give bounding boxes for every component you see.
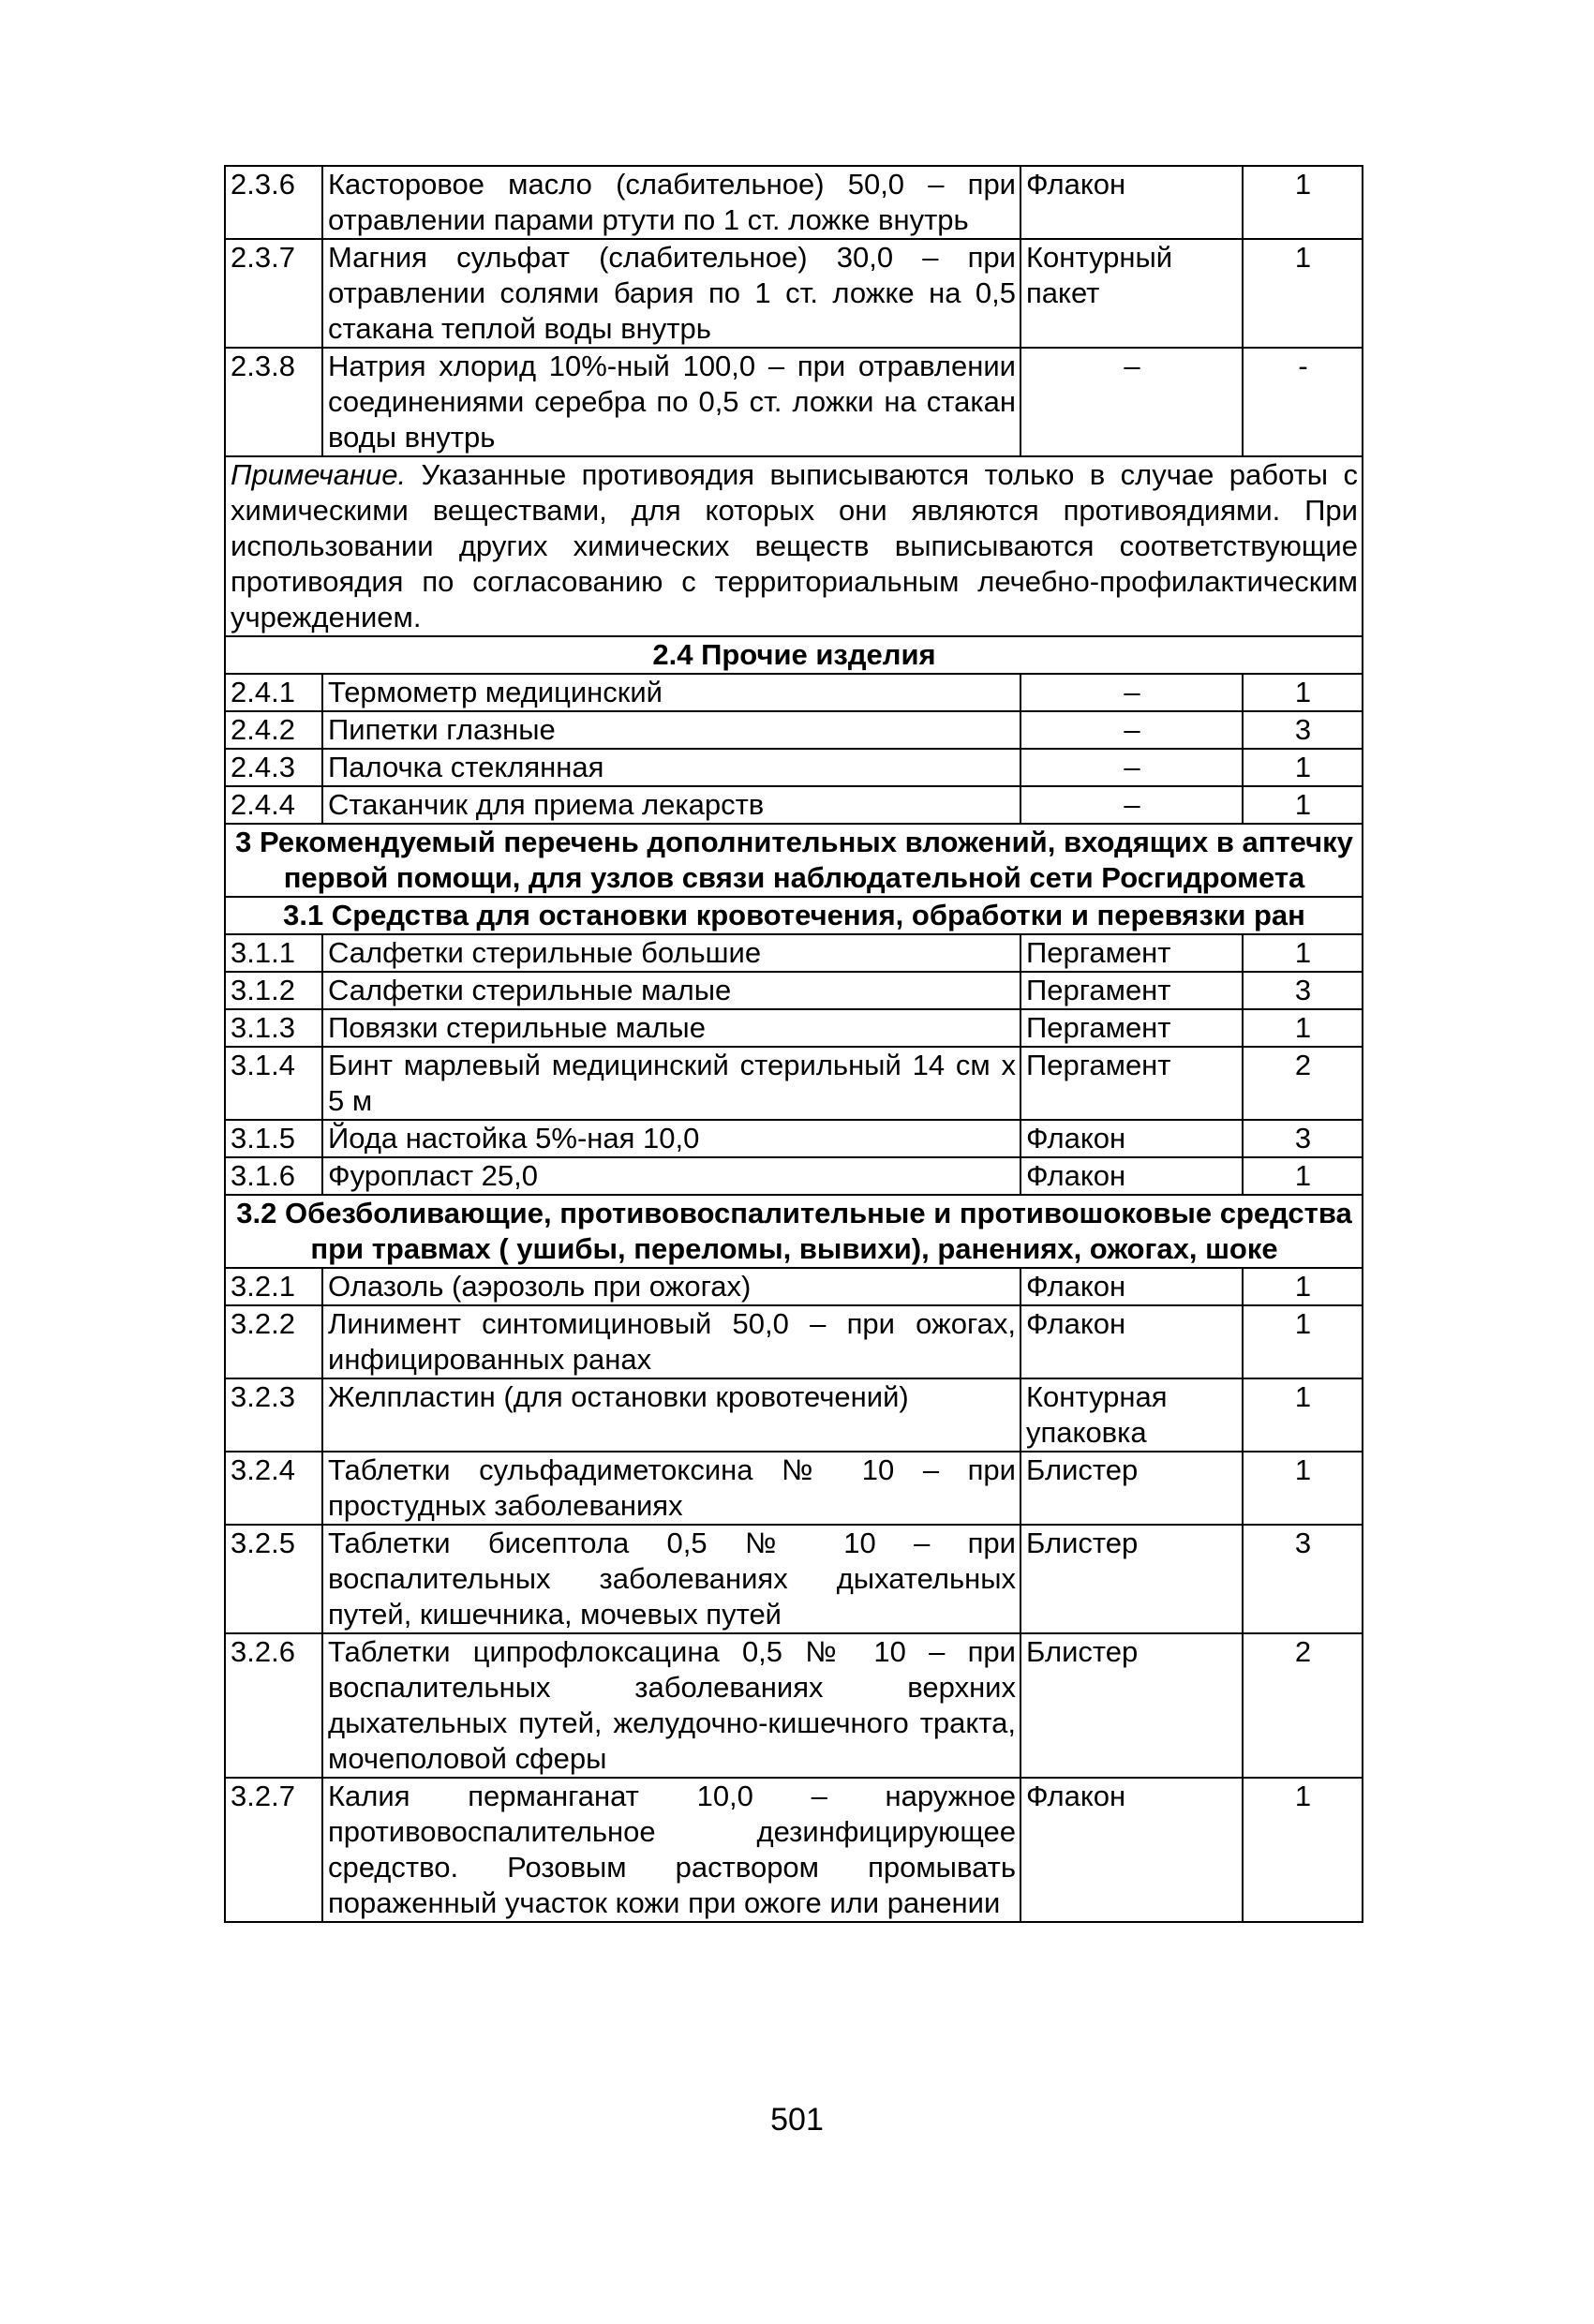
item-number: 3.1.2 <box>225 972 322 1009</box>
table-row <box>225 348 1363 456</box>
item-package: Блистер <box>1020 1525 1243 1633</box>
item-package: Пергамент <box>1020 972 1243 1009</box>
item-name: Линимент синтомициновый 50,0 – при ожогах, инфицированных ранах <box>322 1305 1020 1378</box>
item-package: Флакон <box>1020 1268 1243 1305</box>
item-package: Флакон <box>1020 166 1243 239</box>
item-quantity: 1 <box>1243 166 1363 239</box>
item-name: Натрия хлорид 10%-ный 100,0 – при отравлении соединениями серебра по 0,5 ст. ложки на стакан воды внутрь <box>322 348 1020 456</box>
item-name: Желпластин (для остановки кровотечений) <box>322 1378 1020 1452</box>
item-number: 2.4.3 <box>225 749 322 786</box>
table-row <box>225 786 1363 824</box>
note-label: Примечание. <box>231 458 407 491</box>
table-row <box>225 1305 1363 1378</box>
item-quantity: 1 <box>1243 749 1363 786</box>
item-number: 3.2.7 <box>225 1778 322 1922</box>
item-number: 2.4.1 <box>225 674 322 711</box>
table-row <box>225 1633 1363 1778</box>
item-package: – <box>1020 711 1243 749</box>
item-quantity: - <box>1243 348 1363 456</box>
item-name: Палочка стеклянная <box>322 749 1020 786</box>
item-name: Касторовое масло (слабительное) 50,0 – при отравлении парами ртути по 1 ст. ложке внутрь <box>322 166 1020 239</box>
item-package: Флакон <box>1020 1157 1243 1195</box>
item-quantity: 1 <box>1243 1157 1363 1195</box>
section-heading-row <box>225 1195 1363 1268</box>
item-quantity: 3 <box>1243 972 1363 1009</box>
item-number: 2.3.8 <box>225 348 322 456</box>
item-number: 3.2.2 <box>225 1305 322 1378</box>
item-number: 2.3.6 <box>225 166 322 239</box>
table-row <box>225 972 1363 1009</box>
item-quantity: 1 <box>1243 1378 1363 1452</box>
table-row <box>225 1047 1363 1120</box>
medicine-list-table <box>224 165 1363 1923</box>
note-row <box>225 456 1363 636</box>
table-row <box>225 1452 1363 1525</box>
item-number: 2.3.7 <box>225 239 322 348</box>
item-quantity: 1 <box>1243 1268 1363 1305</box>
chapter-title: 3 Рекомендуемый перечень дополнительных вложений, входящих в аптечку первой помощи, для узлов связи наблюдательной сети Росгидромета <box>225 824 1363 897</box>
item-quantity: 3 <box>1243 1120 1363 1157</box>
item-quantity: 1 <box>1243 1009 1363 1047</box>
item-package: Контурный пакет <box>1020 239 1243 348</box>
item-package: – <box>1020 786 1243 824</box>
item-number: 3.2.4 <box>225 1452 322 1525</box>
item-name: Магния сульфат (слабительное) 30,0 – при отравлении солями бария по 1 ст. ложке на 0,5 стакана теплой воды внутрь <box>322 239 1020 348</box>
section-title: 3.2 Обезболивающие, противовоспалительные и противошоковые средства при травмах ( ушибы, переломы, вывихи), ранениях, ожогах, шоке <box>225 1195 1363 1268</box>
item-name: Фуропласт 25,0 <box>322 1157 1020 1195</box>
item-package: Контурная упаковка <box>1020 1378 1243 1452</box>
section-heading-row <box>225 636 1363 674</box>
page-number: 501 <box>770 2102 824 2138</box>
item-number: 3.1.1 <box>225 934 322 972</box>
table-row <box>225 1157 1363 1195</box>
item-name: Бинт марлевый медицинский стерильный 14 см х 5 м <box>322 1047 1020 1120</box>
item-number: 2.4.4 <box>225 786 322 824</box>
item-package: – <box>1020 348 1243 456</box>
item-name: Калия перманганат 10,0 – наружное противовоспалительное дезинфицирующее средство. Розовым раствором промывать пораженный участок кожи при ожоге или ранении <box>322 1778 1020 1922</box>
item-package: Пергамент <box>1020 1009 1243 1047</box>
item-package: Блистер <box>1020 1633 1243 1778</box>
item-quantity: 1 <box>1243 239 1363 348</box>
item-number: 3.1.4 <box>225 1047 322 1120</box>
section-heading-row <box>225 897 1363 934</box>
item-quantity: 1 <box>1243 1778 1363 1922</box>
item-package: Флакон <box>1020 1778 1243 1922</box>
item-name: Йода настойка 5%-ная 10,0 <box>322 1120 1020 1157</box>
item-quantity: 1 <box>1243 674 1363 711</box>
table-row <box>225 1009 1363 1047</box>
item-quantity: 1 <box>1243 786 1363 824</box>
item-name: Салфетки стерильные малые <box>322 972 1020 1009</box>
item-package: Флакон <box>1020 1305 1243 1378</box>
item-number: 3.2.3 <box>225 1378 322 1452</box>
item-name: Повязки стерильные малые <box>322 1009 1020 1047</box>
item-package: – <box>1020 749 1243 786</box>
table-row <box>225 1525 1363 1633</box>
item-number: 3.1.3 <box>225 1009 322 1047</box>
item-package: Пергамент <box>1020 934 1243 972</box>
table-row <box>225 1120 1363 1157</box>
item-name: Салфетки стерильные большие <box>322 934 1020 972</box>
item-quantity: 2 <box>1243 1047 1363 1120</box>
table-row <box>225 934 1363 972</box>
item-name: Таблетки бисептола 0,5 № 10 – при воспалительных заболеваниях дыхательных путей, кишечника, мочевых путей <box>322 1525 1020 1633</box>
item-number: 2.4.2 <box>225 711 322 749</box>
table-row <box>225 1268 1363 1305</box>
item-name: Пипетки глазные <box>322 711 1020 749</box>
table-row <box>225 239 1363 348</box>
item-number: 3.1.5 <box>225 1120 322 1157</box>
item-name: Олазоль (аэрозоль при ожогах) <box>322 1268 1020 1305</box>
table-row <box>225 711 1363 749</box>
section-title: 2.4 Прочие изделия <box>225 636 1363 674</box>
table-row <box>225 166 1363 239</box>
item-name: Стаканчик для приема лекарств <box>322 786 1020 824</box>
section-title: 3.1 Средства для остановки кровотечения, обработки и перевязки ран <box>225 897 1363 934</box>
item-name: Таблетки сульфадиметоксина № 10 – при простудных заболеваниях <box>322 1452 1020 1525</box>
item-number: 3.2.5 <box>225 1525 322 1633</box>
table-row <box>225 749 1363 786</box>
table-row <box>225 674 1363 711</box>
item-quantity: 1 <box>1243 1452 1363 1525</box>
item-number: 3.2.1 <box>225 1268 322 1305</box>
item-number: 3.1.6 <box>225 1157 322 1195</box>
item-package: Пергамент <box>1020 1047 1243 1120</box>
item-name: Таблетки ципрофлоксацина 0,5 № 10 – при воспалительных заболеваниях верхних дыхательных путей, желудочно-кишечного тракта, мочеполовой сферы <box>322 1633 1020 1778</box>
item-package: Блистер <box>1020 1452 1243 1525</box>
item-name: Термометр медицинский <box>322 674 1020 711</box>
note-text: Указанные противоядия выписываются только в случае работы с химическими веществами, для которых они являются противоядиями. При использовании других химических веществ выписываются соответствующие противоядия по согласованию с территориальным лечебно-профилактическим учреждением. <box>231 458 1358 633</box>
item-number: 3.2.6 <box>225 1633 322 1778</box>
item-package: Флакон <box>1020 1120 1243 1157</box>
table-row <box>225 1378 1363 1452</box>
item-quantity: 3 <box>1243 1525 1363 1633</box>
item-quantity: 2 <box>1243 1633 1363 1778</box>
item-quantity: 3 <box>1243 711 1363 749</box>
note-cell <box>225 456 1363 636</box>
item-package: – <box>1020 674 1243 711</box>
item-quantity: 1 <box>1243 934 1363 972</box>
table-row <box>225 1778 1363 1922</box>
chapter-heading-row <box>225 824 1363 897</box>
item-quantity: 1 <box>1243 1305 1363 1378</box>
